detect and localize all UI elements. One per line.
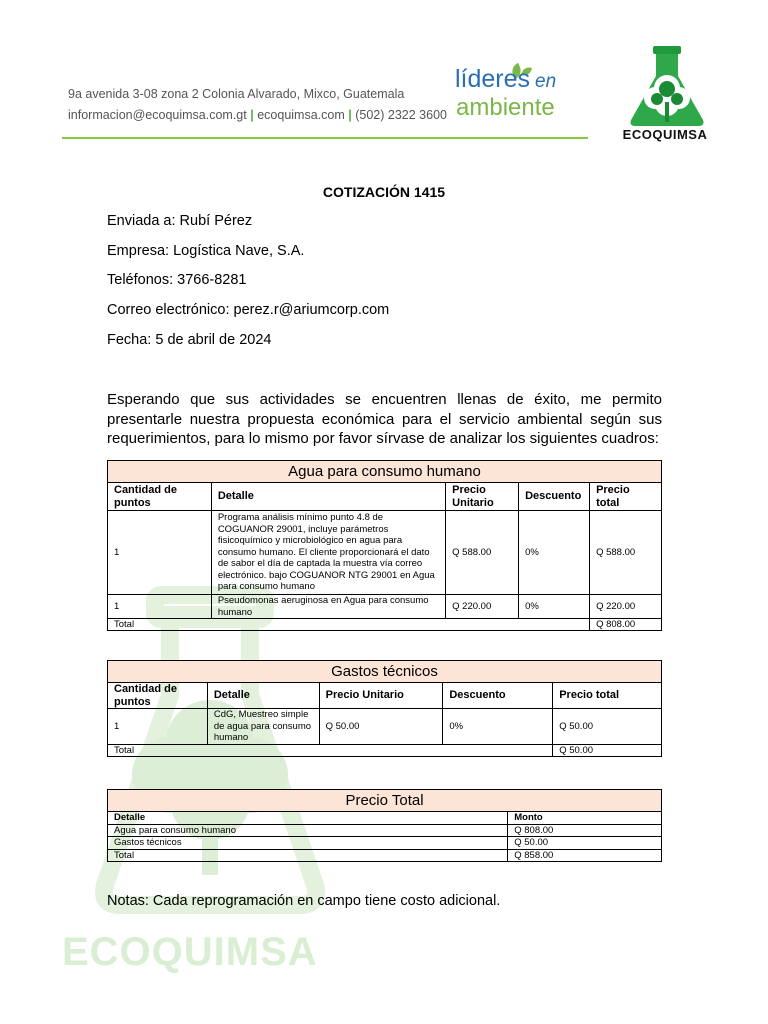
cell-precio-total: Q 588.00	[590, 511, 662, 595]
cell-detalle: Total	[108, 849, 508, 862]
table-row	[108, 824, 662, 837]
header-divider	[62, 137, 588, 139]
cell-descuento: 0%	[519, 511, 590, 595]
agua-table	[107, 460, 662, 631]
email-field: Correo electrónico: perez.r@ariumcorp.com	[107, 302, 390, 318]
gastos-table	[107, 660, 662, 757]
column-header: Descuento	[443, 683, 553, 709]
lideres-logo-text	[455, 66, 556, 95]
precio-total-table	[107, 789, 662, 862]
cell-descuento: 0%	[443, 709, 553, 745]
cell-monto: Q 808.00	[508, 824, 662, 837]
table-row	[108, 595, 662, 619]
column-header: Precio Unitario	[446, 483, 519, 511]
cell-monto: Q 50.00	[508, 837, 662, 850]
cell-precio-total: Q 50.00	[553, 709, 662, 745]
table-caption: Precio Total	[108, 790, 662, 812]
table-row	[108, 837, 662, 850]
intro-paragraph: Esperando que sus actividades se encuentren llenas de éxito, me permito presentarle nuestra propuesta económica para el servicio ambiental según sus requerimientos, para lo mismo por favor sírvase de analizar los siguientes cuadros:	[107, 391, 662, 447]
cell-monto: Q 858.00	[508, 849, 662, 862]
company-address: 9a avenida 3-08 zona 2 Colonia Alvarado, Mixco, Guatemala	[68, 87, 405, 101]
cell-precio-total: Q 220.00	[590, 595, 662, 619]
table-caption: Agua para consumo humano	[108, 461, 662, 483]
table-row	[108, 511, 662, 595]
column-header: Descuento	[519, 483, 590, 511]
table-row	[108, 849, 662, 862]
flask-tree-watermark-icon	[60, 585, 360, 945]
cell-descuento: 0%	[519, 595, 590, 619]
table-caption: Gastos técnicos	[108, 661, 662, 683]
company-email: informacion@ecoquimsa.com.gt	[68, 108, 247, 122]
column-header: Detalle	[108, 812, 508, 825]
table-row	[108, 709, 662, 745]
column-header: Cantidad de puntos	[108, 483, 212, 511]
cell-cantidad: 1	[108, 511, 212, 595]
cell-cantidad: 1	[108, 709, 208, 745]
column-header: Detalle	[207, 683, 319, 709]
cell-detalle: CdG, Muestreo simple de agua para consumo humano	[207, 709, 319, 745]
separator: |	[348, 108, 352, 122]
cell-detalle: Programa análisis mínimo punto 4.8 de COGUANOR 29001, incluye parámetros fisicoquímico y microbiológico en agua para consumo humano. El cliente proporcionará el dato de sabor el día de captada la muestra vía correo electrónico. bajo COGUANOR NTG 29001 en Agua para consumo humano	[211, 511, 445, 595]
cell-detalle: Gastos técnicos	[108, 837, 508, 850]
notes-text: Notas: Cada reprogramación en campo tiene costo adicional.	[107, 893, 501, 909]
total-value: Q 808.00	[590, 619, 662, 631]
column-header: Cantidad de puntos	[108, 683, 208, 709]
contact-line	[68, 105, 447, 126]
total-row	[108, 619, 662, 631]
cell-detalle: Agua para consumo humano	[108, 824, 508, 837]
flask-tree-logo-icon	[625, 42, 709, 128]
company-field: Empresa: Logística Nave, S.A.	[107, 243, 305, 259]
total-row	[108, 745, 662, 757]
cell-cantidad: 1	[108, 595, 212, 619]
total-label: Total	[108, 745, 553, 757]
cell-precio-unitario: Q 50.00	[319, 709, 443, 745]
lideres-en: en	[535, 71, 557, 92]
sent-to: Enviada a: Rubí Pérez	[107, 213, 253, 229]
phones-field: Teléfonos: 3766-8281	[107, 272, 247, 288]
company-contact-block	[68, 84, 447, 126]
column-header: Precio Unitario	[319, 683, 443, 709]
date-field: Fecha: 5 de abril de 2024	[107, 332, 272, 348]
cell-precio-unitario: Q 588.00	[446, 511, 519, 595]
lideres-ambiente: ambiente	[456, 94, 555, 121]
column-header: Monto	[508, 812, 662, 825]
cell-detalle: Pseudomonas aeruginosa en Agua para consumo humano	[211, 595, 445, 619]
brand-name: ECOQUIMSA	[622, 127, 708, 142]
column-header: Precio total	[553, 683, 662, 709]
column-header: Precio total	[590, 483, 662, 511]
column-header: Detalle	[211, 483, 445, 511]
watermark-text: ECOQUIMSA	[62, 930, 318, 974]
quote-title: COTIZACIÓN 1415	[322, 184, 446, 200]
separator: |	[250, 108, 254, 122]
total-value: Q 50.00	[553, 745, 662, 757]
company-phone: (502) 2322 3600	[355, 108, 447, 122]
total-label: Total	[108, 619, 590, 631]
cell-precio-unitario: Q 220.00	[446, 595, 519, 619]
lideres-word: líderes	[455, 65, 531, 93]
company-website: ecoquimsa.com	[257, 108, 345, 122]
